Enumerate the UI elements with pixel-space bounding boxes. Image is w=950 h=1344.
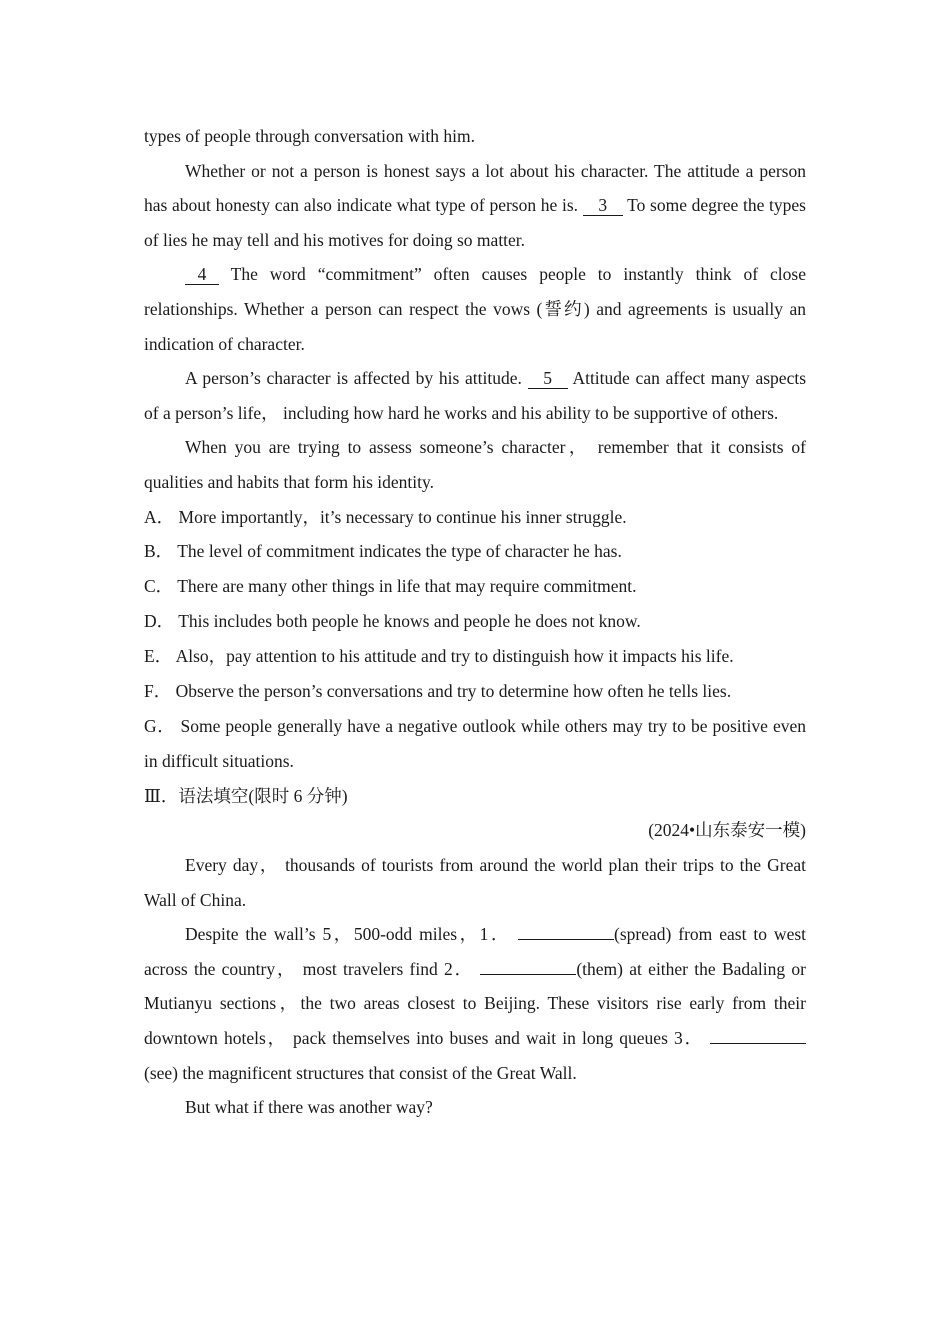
option-f: F． Observe the person’s conversations and try to determine how often he tells lies. [144,681,732,702]
source-note: (2024•山东泰安一模) [648,820,806,841]
option-c: C． There are many other things in life that may require commitment. [144,576,637,597]
option-g: G． Some people generally have a negative outlook while others may try to be positive even in difficult situations. [144,715,806,771]
paragraph-text: (see) the magnificent structures that consist of the Great Wall. [144,1062,577,1083]
option-b: B． The level of commitment indicates the type of character he has. [144,541,622,562]
paragraph-assess: When you are trying to assess someone’s character， remember that it consists of qualities and habits that form his identity. [144,437,806,492]
option-d: D． This includes both people he knows and people he does not know. [144,611,641,632]
blank-1[interactable] [518,939,614,940]
paragraph-text: (spread) from east to west across the country， most travelers find 2． [144,924,807,979]
paragraph-text: (them) at either the Badaling or Mutianyu sections，the two areas closest to Beijing. These visitors rise early from their downtown hotels， pack themselves into buses and wait in long queues 3． [144,958,806,1048]
paragraph-text: A person’s character is affected by his attitude. [185,368,522,389]
blank-2[interactable] [480,974,576,975]
paragraph-text: The word “commitment” often causes people to instantly think of close relationships. Whether a person can respect the vows (誓约) and agreements is usually an indication of character. [144,264,806,354]
blank-3[interactable]: 3 [583,195,623,216]
section-title: Ⅲ．语法填空(限时 6 分钟) [144,785,348,806]
paragraph-tourists: Every day， thousands of tourists from around the world plan their trips to the Great Wall of China. [144,854,806,910]
document-page [144,119,806,1125]
paragraph-continuation: types of people through conversation with him. [144,126,475,146]
paragraph-text: Despite the wall’s 5，500-odd miles，1． [185,924,512,945]
blank-5[interactable]: 5 [528,368,568,389]
paragraph-text: Attitude can affect many aspects of a person’s life， including how hard he works and his ability to be supportive of others. [144,368,807,423]
blank-3-grammar[interactable] [710,1043,806,1044]
option-a: A． More importantly，it’s necessary to continue his inner struggle. [144,506,627,527]
paragraph-attitude [144,361,806,430]
paragraph-commitment [144,257,806,361]
blank-4[interactable]: 4 [185,264,219,285]
paragraph-text: Whether or not a person is honest says a lot about his character. The attitude a person has about honesty can also indicate what type of person he is. [144,160,806,216]
paragraph-text: To some degree the types of lies he may tell and his motives for doing so matter. [144,195,806,250]
options-list [144,500,806,779]
paragraph-another-way: But what if there was another way? [185,1097,433,1118]
paragraph-honesty [144,154,806,258]
paragraph-great-wall [144,917,806,1090]
option-e: E． Also，pay attention to his attitude and try to distinguish how it impacts his life. [144,646,734,667]
